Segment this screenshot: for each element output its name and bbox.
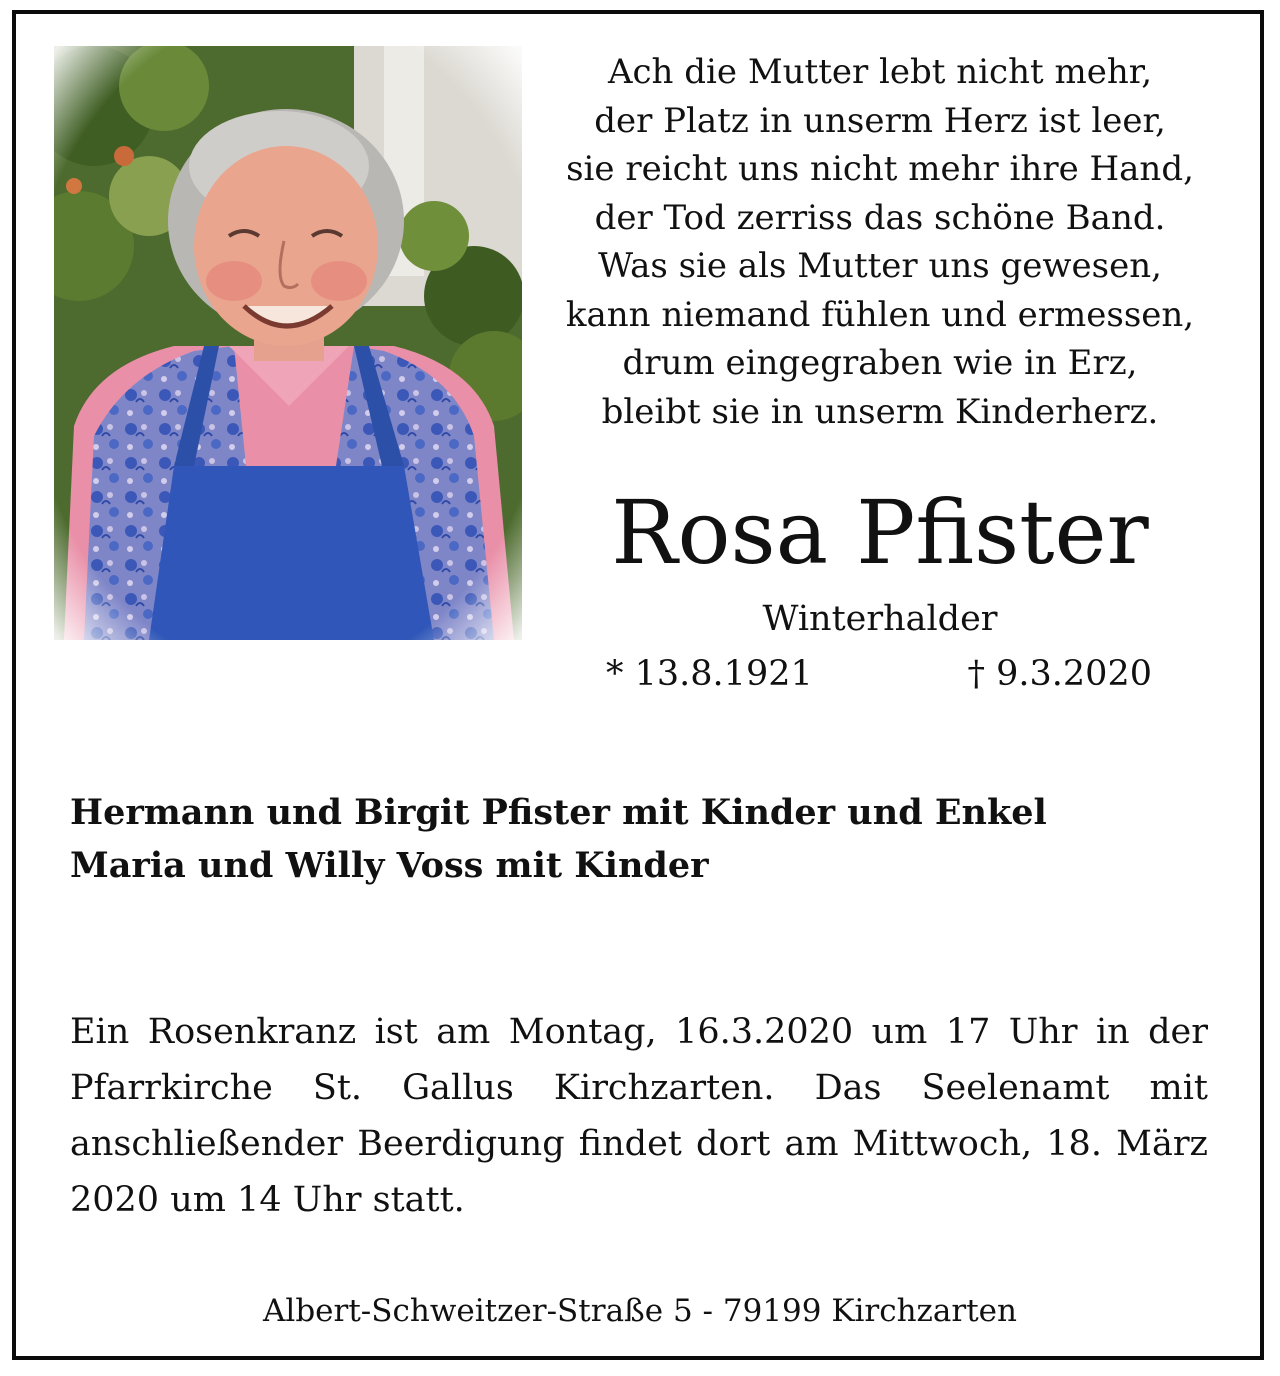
poem-line: bleibt sie in unserm Kinderherz. bbox=[601, 391, 1159, 432]
family-address: Albert-Schweitzer-Straße 5 - 79199 Kirchzarten bbox=[263, 1293, 1017, 1329]
death-date: † 9.3.2020 bbox=[967, 654, 1152, 694]
poem-line: drum eingegraben wie in Erz, bbox=[622, 343, 1138, 383]
poem-line: Ach die Mutter lebt nicht mehr, bbox=[607, 52, 1153, 92]
mourners-list bbox=[70, 786, 1047, 892]
poem-line: sie reicht uns nicht mehr ihre Hand, bbox=[566, 149, 1194, 189]
portrait-photo bbox=[54, 46, 522, 640]
poem-line: Was sie als Mutter uns gewesen, bbox=[598, 246, 1162, 286]
poem-line: kann niemand fühlen und ermessen, bbox=[565, 294, 1195, 335]
poem-line: der Tod zerriss das schöne Band. bbox=[594, 197, 1166, 238]
maiden-name: Winterhalder bbox=[762, 599, 998, 639]
memorial-poem bbox=[540, 48, 1220, 436]
mourner-line: Hermann und Birgit Pfister mit Kinder und Enkel bbox=[70, 792, 1047, 833]
birth-date: * 13.8.1921 bbox=[606, 654, 813, 694]
poem-line: der Platz in unserm Herz ist leer, bbox=[594, 100, 1166, 141]
funeral-notice: Ein Rosenkranz ist am Montag, 16.3.2020 um 17 Uhr in der Pfarrkirche St. Gallus Kirchzarten. Das Seelenamt mit anschließender Beerdigung findet dort am Mittwoch, 18. März 2020 um 14 Uhr statt. bbox=[70, 1012, 1208, 1220]
mourner-line: Maria und Willy Voss mit Kinder bbox=[70, 845, 709, 886]
deceased-name: Rosa Pfister bbox=[611, 481, 1149, 584]
